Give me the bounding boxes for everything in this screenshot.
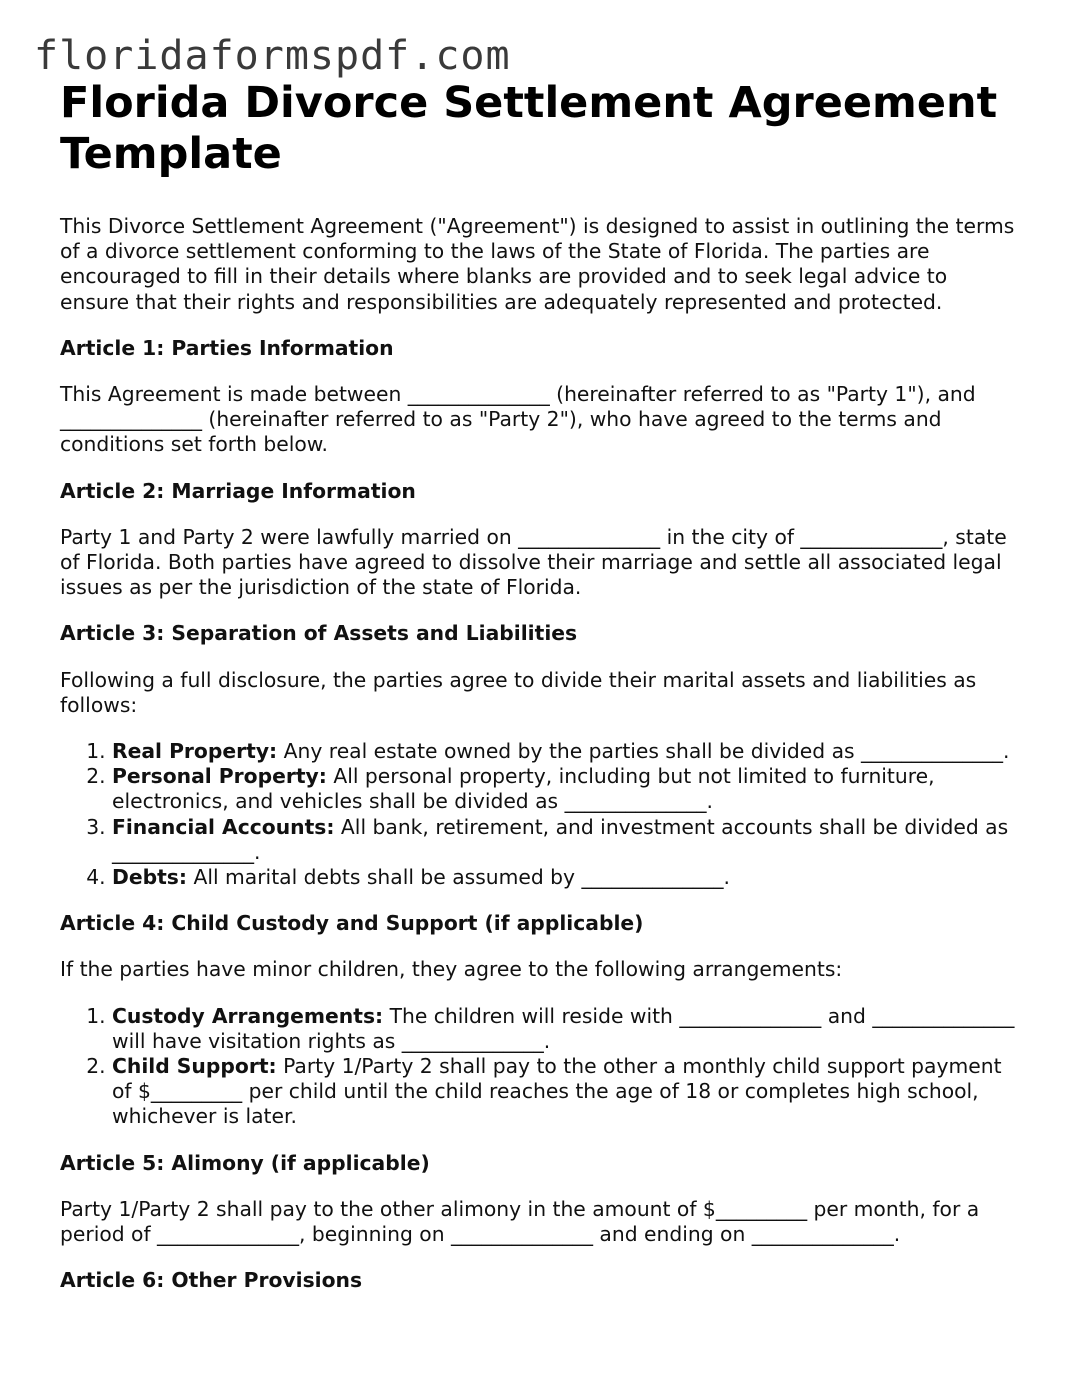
list-item-term: Personal Property: [112,764,327,789]
list-item-text: All marital debts shall be assumed by ______________. [187,865,730,890]
list-item-text: Party 1/Party 2 shall pay to the other a monthly child support payment of $_________ per child until the child reaches the age of 18 or completes high school, whichever is later. [112,1054,1002,1129]
article-4-heading: Article 4: Child Custody and Support (if applicable) [60,911,644,936]
list-item-term: Debts: [112,865,187,890]
list-item [112,1004,1020,1054]
article-5-text: Party 1/Party 2 shall pay to the other alimony in the amount of $_________ per month, for a period of ______________, beginning on ______________ and ending on ______________. [60,1196,980,1247]
list-item [112,764,1020,814]
custody-list [60,1004,1020,1130]
list-item [112,815,1020,865]
list-item-term: Financial Accounts: [112,814,335,839]
list-item-text: Any real estate owned by the parties shall be divided as ______________. [277,739,1010,764]
site-watermark: floridaformspdf.com [34,33,511,79]
page-title: Florida Divorce Settlement Agreement Template [60,78,998,179]
list-item-text: All bank, retirement, and investment accounts shall be divided as ______________. [112,814,1009,864]
list-item-text: The children will reside with ______________ and ______________ will have visitation rights as ______________. [112,1003,1015,1053]
document-page [60,78,1020,1294]
article-3-text: Following a full disclosure, the parties agree to divide their marital assets and liabilities as follows: [60,667,977,717]
list-item [112,739,1020,764]
article-4-text: If the parties have minor children, they agree to the following arrangements: [60,957,843,982]
article-1-text: This Agreement is made between ______________ (hereinafter referred to as "Party 1"), and ______________ (hereinafter referred to as "Party 2"), who have agreed to the terms and conditions set forth below. [60,382,976,457]
list-item-text: All personal property, including but not limited to furniture, electronics, and vehicles shall be divided as ______________. [112,764,935,814]
list-item-term: Child Support: [112,1054,277,1079]
article-2-heading: Article 2: Marriage Information [60,478,416,503]
article-5-heading: Article 5: Alimony (if applicable) [60,1150,430,1175]
list-item [112,1054,1020,1130]
article-6-heading: Article 6: Other Provisions [60,1268,363,1293]
list-item-term: Real Property: [112,739,278,764]
article-2-text: Party 1 and Party 2 were lawfully married on ______________ in the city of ______________, state of Florida. Both parties have agreed to dissolve their marriage and settle all associated legal issues as per the jurisdiction of the state of Florida. [60,524,1007,600]
article-1-heading: Article 1: Parties Information [60,335,394,360]
list-item-term: Custody Arrangements: [112,1003,384,1028]
article-3-heading: Article 3: Separation of Assets and Liabilities [60,621,578,646]
list-item [112,865,1020,890]
assets-list [60,739,1020,890]
intro-paragraph: This Divorce Settlement Agreement ("Agreement") is designed to assist in outlining the terms of a divorce settlement conforming to the laws of the State of Florida. The parties are encouraged to fill in their details where blanks are provided and to seek legal advice to ensure that their rights and responsibilities are adequately represented and protected. [60,214,1015,314]
